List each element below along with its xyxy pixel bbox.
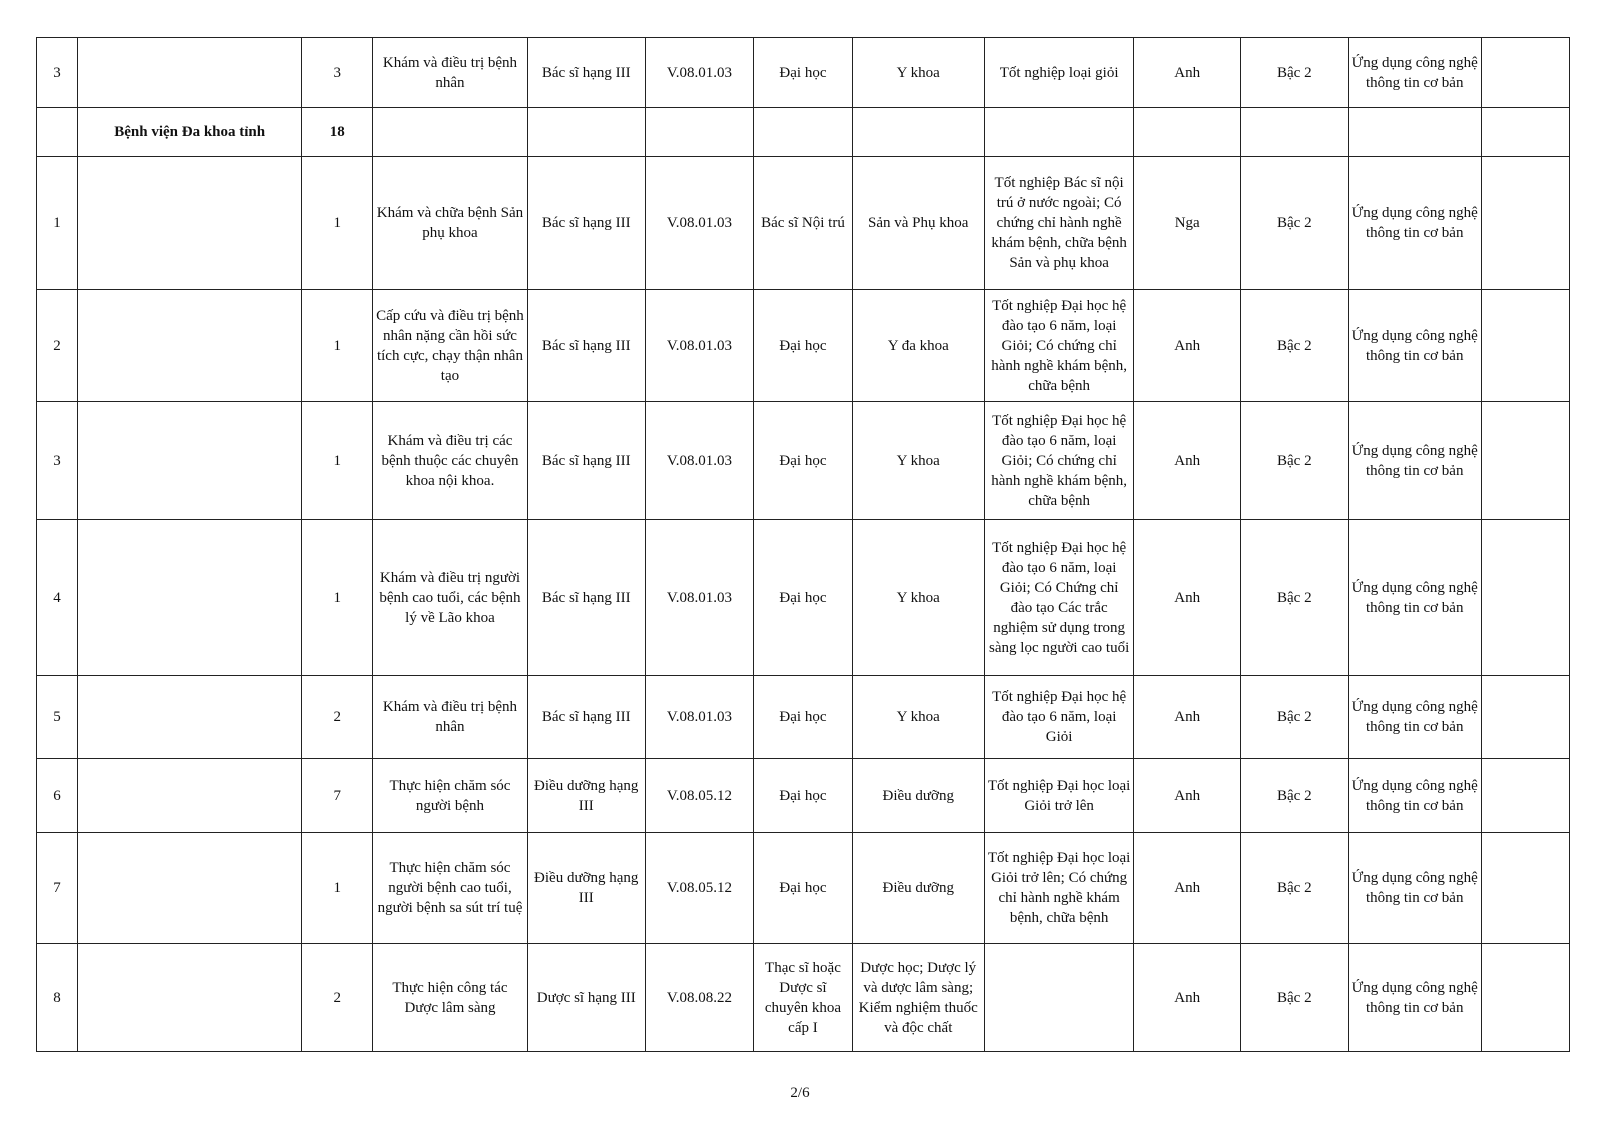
cell-requirement: Tốt nghiệp Đại học loại Giỏi trở lên; Có chứng chỉ hành nghề khám bệnh, chữa bệnh — [984, 833, 1134, 944]
cell-unit — [77, 157, 301, 290]
cell-major: Y đa khoa — [852, 290, 984, 402]
cell-language-level: Bậc 2 — [1241, 944, 1349, 1052]
cell-code: V.08.08.22 — [645, 944, 754, 1052]
table-row — [37, 944, 1570, 1052]
cell-code: V.08.05.12 — [645, 833, 754, 944]
cell-major: Sản và Phụ khoa — [852, 157, 984, 290]
cell-major — [852, 108, 984, 157]
cell-language: Anh — [1134, 759, 1241, 833]
cell-major: Điều dưỡng — [852, 833, 984, 944]
cell-quantity: 1 — [302, 157, 373, 290]
cell-code: V.08.01.03 — [645, 157, 754, 290]
cell-note — [1481, 520, 1569, 676]
cell-stt: 3 — [37, 402, 78, 520]
cell-task: Thực hiện chăm sóc người bệnh — [373, 759, 528, 833]
cell-stt: 2 — [37, 290, 78, 402]
cell-unit — [77, 833, 301, 944]
cell-task: Khám và điều trị các bệnh thuộc các chuyên khoa nội khoa. — [373, 402, 528, 520]
cell-quantity: 2 — [302, 944, 373, 1052]
cell-major: Y khoa — [852, 38, 984, 108]
cell-stt: 7 — [37, 833, 78, 944]
cell-language-level: Bậc 2 — [1241, 833, 1349, 944]
cell-quantity: 1 — [302, 833, 373, 944]
cell-quantity: 1 — [302, 402, 373, 520]
recruitment-table — [36, 37, 1570, 1052]
table-row — [37, 157, 1570, 290]
cell-requirement: Tốt nghiệp Bác sĩ nội trú ở nước ngoài; Có chứng chỉ hành nghề khám bệnh, chữa bệnh Sản và phụ khoa — [984, 157, 1134, 290]
cell-unit — [77, 38, 301, 108]
table-row — [37, 520, 1570, 676]
cell-education-level: Đại học — [754, 402, 852, 520]
cell-it-skill — [1348, 108, 1481, 157]
cell-task: Khám và điều trị bệnh nhân — [373, 676, 528, 759]
cell-title — [527, 108, 645, 157]
cell-requirement: Tốt nghiệp Đại học hệ đào tạo 6 năm, loại Giỏi; Có chứng chỉ hành nghề khám bệnh, chữa bệnh — [984, 402, 1134, 520]
cell-title: Bác sĩ hạng III — [527, 290, 645, 402]
cell-code: V.08.01.03 — [645, 38, 754, 108]
cell-note — [1481, 290, 1569, 402]
cell-code: V.08.01.03 — [645, 676, 754, 759]
cell-note — [1481, 108, 1569, 157]
cell-quantity: 2 — [302, 676, 373, 759]
cell-note — [1481, 759, 1569, 833]
cell-requirement: Tốt nghiệp Đại học hệ đào tạo 6 năm, loại Giỏi; Có Chứng chỉ đào tạo Các trắc nghiệm sử dụng trong sàng lọc người cao tuổi — [984, 520, 1134, 676]
cell-unit — [77, 290, 301, 402]
cell-education-level: Đại học — [754, 676, 852, 759]
cell-it-skill: Ứng dụng công nghệ thông tin cơ bản — [1348, 402, 1481, 520]
cell-task: Cấp cứu và điều trị bệnh nhân nặng cần hồi sức tích cực, chạy thận nhân tạo — [373, 290, 528, 402]
cell-it-skill: Ứng dụng công nghệ thông tin cơ bản — [1348, 833, 1481, 944]
cell-title: Bác sĩ hạng III — [527, 520, 645, 676]
cell-stt: 3 — [37, 38, 78, 108]
cell-it-skill: Ứng dụng công nghệ thông tin cơ bản — [1348, 38, 1481, 108]
cell-education-level: Bác sĩ Nội trú — [754, 157, 852, 290]
cell-language — [1134, 108, 1241, 157]
cell-code: V.08.01.03 — [645, 290, 754, 402]
cell-code: V.08.01.03 — [645, 520, 754, 676]
cell-language: Nga — [1134, 157, 1241, 290]
cell-stt: 4 — [37, 520, 78, 676]
cell-language: Anh — [1134, 402, 1241, 520]
cell-language-level: Bậc 2 — [1241, 759, 1349, 833]
cell-language: Anh — [1134, 38, 1241, 108]
page-number: 2/6 — [790, 1085, 810, 1101]
cell-education-level: Đại học — [754, 759, 852, 833]
cell-title: Điều dưỡng hạng III — [527, 759, 645, 833]
cell-it-skill: Ứng dụng công nghệ thông tin cơ bản — [1348, 290, 1481, 402]
cell-stt — [37, 108, 78, 157]
cell-unit — [77, 402, 301, 520]
cell-it-skill: Ứng dụng công nghệ thông tin cơ bản — [1348, 520, 1481, 676]
cell-requirement — [984, 944, 1134, 1052]
table-row — [37, 759, 1570, 833]
cell-education-level — [754, 108, 852, 157]
cell-major: Y khoa — [852, 520, 984, 676]
cell-unit — [77, 520, 301, 676]
cell-unit: Bệnh viện Đa khoa tỉnh — [77, 108, 301, 157]
cell-task — [373, 108, 528, 157]
cell-language-level: Bậc 2 — [1241, 290, 1349, 402]
cell-language-level: Bậc 2 — [1241, 520, 1349, 676]
cell-task: Khám và chữa bệnh Sản phụ khoa — [373, 157, 528, 290]
cell-quantity: 7 — [302, 759, 373, 833]
cell-quantity: 18 — [302, 108, 373, 157]
cell-language: Anh — [1134, 676, 1241, 759]
cell-language-level — [1241, 108, 1349, 157]
cell-code: V.08.05.12 — [645, 759, 754, 833]
cell-major: Y khoa — [852, 402, 984, 520]
cell-note — [1481, 944, 1569, 1052]
cell-title: Điều dưỡng hạng III — [527, 833, 645, 944]
cell-requirement: Tốt nghiệp Đại học hệ đào tạo 6 năm, loại Giỏi — [984, 676, 1134, 759]
cell-task: Thực hiện công tác Dược lâm sàng — [373, 944, 528, 1052]
cell-requirement: Tốt nghiệp Đại học loại Giỏi trở lên — [984, 759, 1134, 833]
cell-quantity: 3 — [302, 38, 373, 108]
cell-task: Thực hiện chăm sóc người bệnh cao tuổi, người bệnh sa sút trí tuệ — [373, 833, 528, 944]
cell-requirement: Tốt nghiệp loại giỏi — [984, 38, 1134, 108]
cell-language-level: Bậc 2 — [1241, 402, 1349, 520]
cell-requirement — [984, 108, 1134, 157]
cell-language: Anh — [1134, 290, 1241, 402]
cell-task: Khám và điều trị người bệnh cao tuổi, các bệnh lý về Lão khoa — [373, 520, 528, 676]
cell-it-skill: Ứng dụng công nghệ thông tin cơ bản — [1348, 157, 1481, 290]
cell-unit — [77, 676, 301, 759]
cell-note — [1481, 38, 1569, 108]
cell-unit — [77, 759, 301, 833]
cell-quantity: 1 — [302, 520, 373, 676]
cell-unit — [77, 944, 301, 1052]
table-row — [37, 290, 1570, 402]
cell-quantity: 1 — [302, 290, 373, 402]
cell-it-skill: Ứng dụng công nghệ thông tin cơ bản — [1348, 759, 1481, 833]
cell-it-skill: Ứng dụng công nghệ thông tin cơ bản — [1348, 676, 1481, 759]
cell-title: Bác sĩ hạng III — [527, 402, 645, 520]
cell-major: Y khoa — [852, 676, 984, 759]
unit-header-row — [37, 108, 1570, 157]
cell-it-skill: Ứng dụng công nghệ thông tin cơ bản — [1348, 944, 1481, 1052]
cell-note — [1481, 833, 1569, 944]
cell-task: Khám và điều trị bệnh nhân — [373, 38, 528, 108]
cell-code: V.08.01.03 — [645, 402, 754, 520]
cell-note — [1481, 157, 1569, 290]
cell-education-level: Đại học — [754, 38, 852, 108]
table-row — [37, 38, 1570, 108]
cell-requirement: Tốt nghiệp Đại học hệ đào tạo 6 năm, loại Giỏi; Có chứng chỉ hành nghề khám bệnh, chữa bệnh — [984, 290, 1134, 402]
cell-note — [1481, 676, 1569, 759]
cell-stt: 8 — [37, 944, 78, 1052]
cell-language-level: Bậc 2 — [1241, 157, 1349, 290]
cell-language-level: Bậc 2 — [1241, 676, 1349, 759]
cell-note — [1481, 402, 1569, 520]
cell-code — [645, 108, 754, 157]
cell-education-level: Đại học — [754, 290, 852, 402]
table-row — [37, 833, 1570, 944]
cell-language-level: Bậc 2 — [1241, 38, 1349, 108]
cell-title: Dược sĩ hạng III — [527, 944, 645, 1052]
cell-language: Anh — [1134, 944, 1241, 1052]
table-row — [37, 676, 1570, 759]
cell-education-level: Đại học — [754, 520, 852, 676]
cell-language: Anh — [1134, 833, 1241, 944]
cell-title: Bác sĩ hạng III — [527, 157, 645, 290]
cell-language: Anh — [1134, 520, 1241, 676]
cell-education-level: Thạc sĩ hoặc Dược sĩ chuyên khoa cấp I — [754, 944, 852, 1052]
cell-title: Bác sĩ hạng III — [527, 38, 645, 108]
table-row — [37, 402, 1570, 520]
cell-stt: 6 — [37, 759, 78, 833]
cell-major: Dược học; Dược lý và dược lâm sàng; Kiểm nghiệm thuốc và độc chất — [852, 944, 984, 1052]
cell-title: Bác sĩ hạng III — [527, 676, 645, 759]
cell-stt: 1 — [37, 157, 78, 290]
cell-stt: 5 — [37, 676, 78, 759]
cell-major: Điều dưỡng — [852, 759, 984, 833]
cell-education-level: Đại học — [754, 833, 852, 944]
